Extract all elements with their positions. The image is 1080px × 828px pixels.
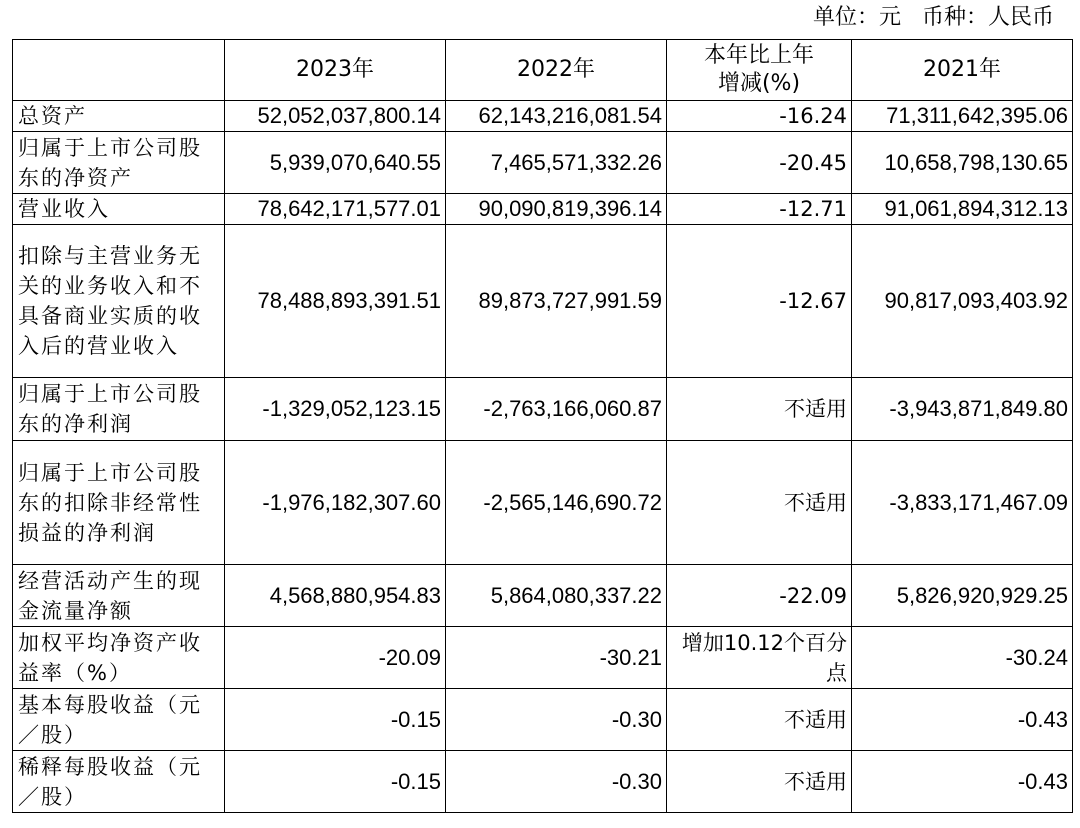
- value-2023: -1,329,052,123.15: [225, 378, 446, 441]
- table-row: [13, 378, 1073, 441]
- header-2021: 2021年: [852, 40, 1073, 101]
- value-2022: 89,873,727,991.59: [446, 225, 667, 378]
- table-row: [13, 627, 1073, 689]
- table-row: [13, 565, 1073, 627]
- value-change: -16.24: [667, 101, 852, 132]
- row-label: 稀释每股收益（元／股）: [13, 751, 225, 813]
- table-header-row: [13, 40, 1073, 101]
- value-change: 增加10.12个百分点: [667, 627, 852, 689]
- value-2023: 5,939,070,640.55: [225, 132, 446, 194]
- value-2023: 52,052,037,800.14: [225, 101, 446, 132]
- unit-currency-note: 单位：元 币种：人民币: [813, 5, 1054, 30]
- row-label: 总资产: [13, 101, 225, 132]
- table-row: [13, 101, 1073, 132]
- row-label: 扣除与主营业务无关的业务收入和不具备商业实质的收入后的营业收入: [13, 225, 225, 378]
- value-2023: 78,642,171,577.01: [225, 194, 446, 225]
- value-change: -22.09: [667, 565, 852, 627]
- header-2022: 2022年: [446, 40, 667, 101]
- row-label: 经营活动产生的现金流量净额: [13, 565, 225, 627]
- value-2022: -0.30: [446, 751, 667, 813]
- value-2022: -30.21: [446, 627, 667, 689]
- value-2022: 7,465,571,332.26: [446, 132, 667, 194]
- row-label: 加权平均净资产收益率（%）: [13, 627, 225, 689]
- value-2023: 4,568,880,954.83: [225, 565, 446, 627]
- table-row: [13, 225, 1073, 378]
- value-2022: 62,143,216,081.54: [446, 101, 667, 132]
- value-2021: -0.43: [852, 751, 1073, 813]
- header-2023: 2023年: [225, 40, 446, 101]
- value-2023: -0.15: [225, 689, 446, 751]
- header-change-line1: 本年比上年: [703, 43, 814, 68]
- financial-summary-table: [12, 39, 1073, 813]
- value-2021: -0.43: [852, 689, 1073, 751]
- value-2021: 71,311,642,395.06: [852, 101, 1073, 132]
- value-2021: -3,943,871,849.80: [852, 378, 1073, 441]
- value-2023: -20.09: [225, 627, 446, 689]
- value-change: 不适用: [667, 751, 852, 813]
- header-change-line2: 增减(%): [717, 71, 801, 96]
- value-2021: 91,061,894,312.13: [852, 194, 1073, 225]
- value-change: 不适用: [667, 689, 852, 751]
- value-change: 不适用: [667, 378, 852, 441]
- value-2023: 78,488,893,391.51: [225, 225, 446, 378]
- value-2021: 5,826,920,929.25: [852, 565, 1073, 627]
- value-change: -20.45: [667, 132, 852, 194]
- row-label: 基本每股收益（元／股）: [13, 689, 225, 751]
- table-row: [13, 751, 1073, 813]
- table-row: [13, 441, 1073, 565]
- value-2021: -30.24: [852, 627, 1073, 689]
- value-2022: 90,090,819,396.14: [446, 194, 667, 225]
- value-change: 不适用: [667, 441, 852, 565]
- table-row: [13, 132, 1073, 194]
- table-row: [13, 194, 1073, 225]
- value-2021: 10,658,798,130.65: [852, 132, 1073, 194]
- value-2022: -0.30: [446, 689, 667, 751]
- value-2021: -3,833,171,467.09: [852, 441, 1073, 565]
- value-2023: -1,976,182,307.60: [225, 441, 446, 565]
- value-2022: -2,565,146,690.72: [446, 441, 667, 565]
- row-label: 归属于上市公司股东的净资产: [13, 132, 225, 194]
- header-blank-cell: [13, 40, 225, 101]
- value-change: -12.67: [667, 225, 852, 378]
- row-label: 归属于上市公司股东的扣除非经常性损益的净利润: [13, 441, 225, 565]
- value-2022: -2,763,166,060.87: [446, 378, 667, 441]
- value-2021: 90,817,093,403.92: [852, 225, 1073, 378]
- value-change: -12.71: [667, 194, 852, 225]
- row-label: 归属于上市公司股东的净利润: [13, 378, 225, 441]
- header-change: [667, 40, 852, 101]
- value-2023: -0.15: [225, 751, 446, 813]
- value-2022: 5,864,080,337.22: [446, 565, 667, 627]
- row-label: 营业收入: [13, 194, 225, 225]
- table-row: [13, 689, 1073, 751]
